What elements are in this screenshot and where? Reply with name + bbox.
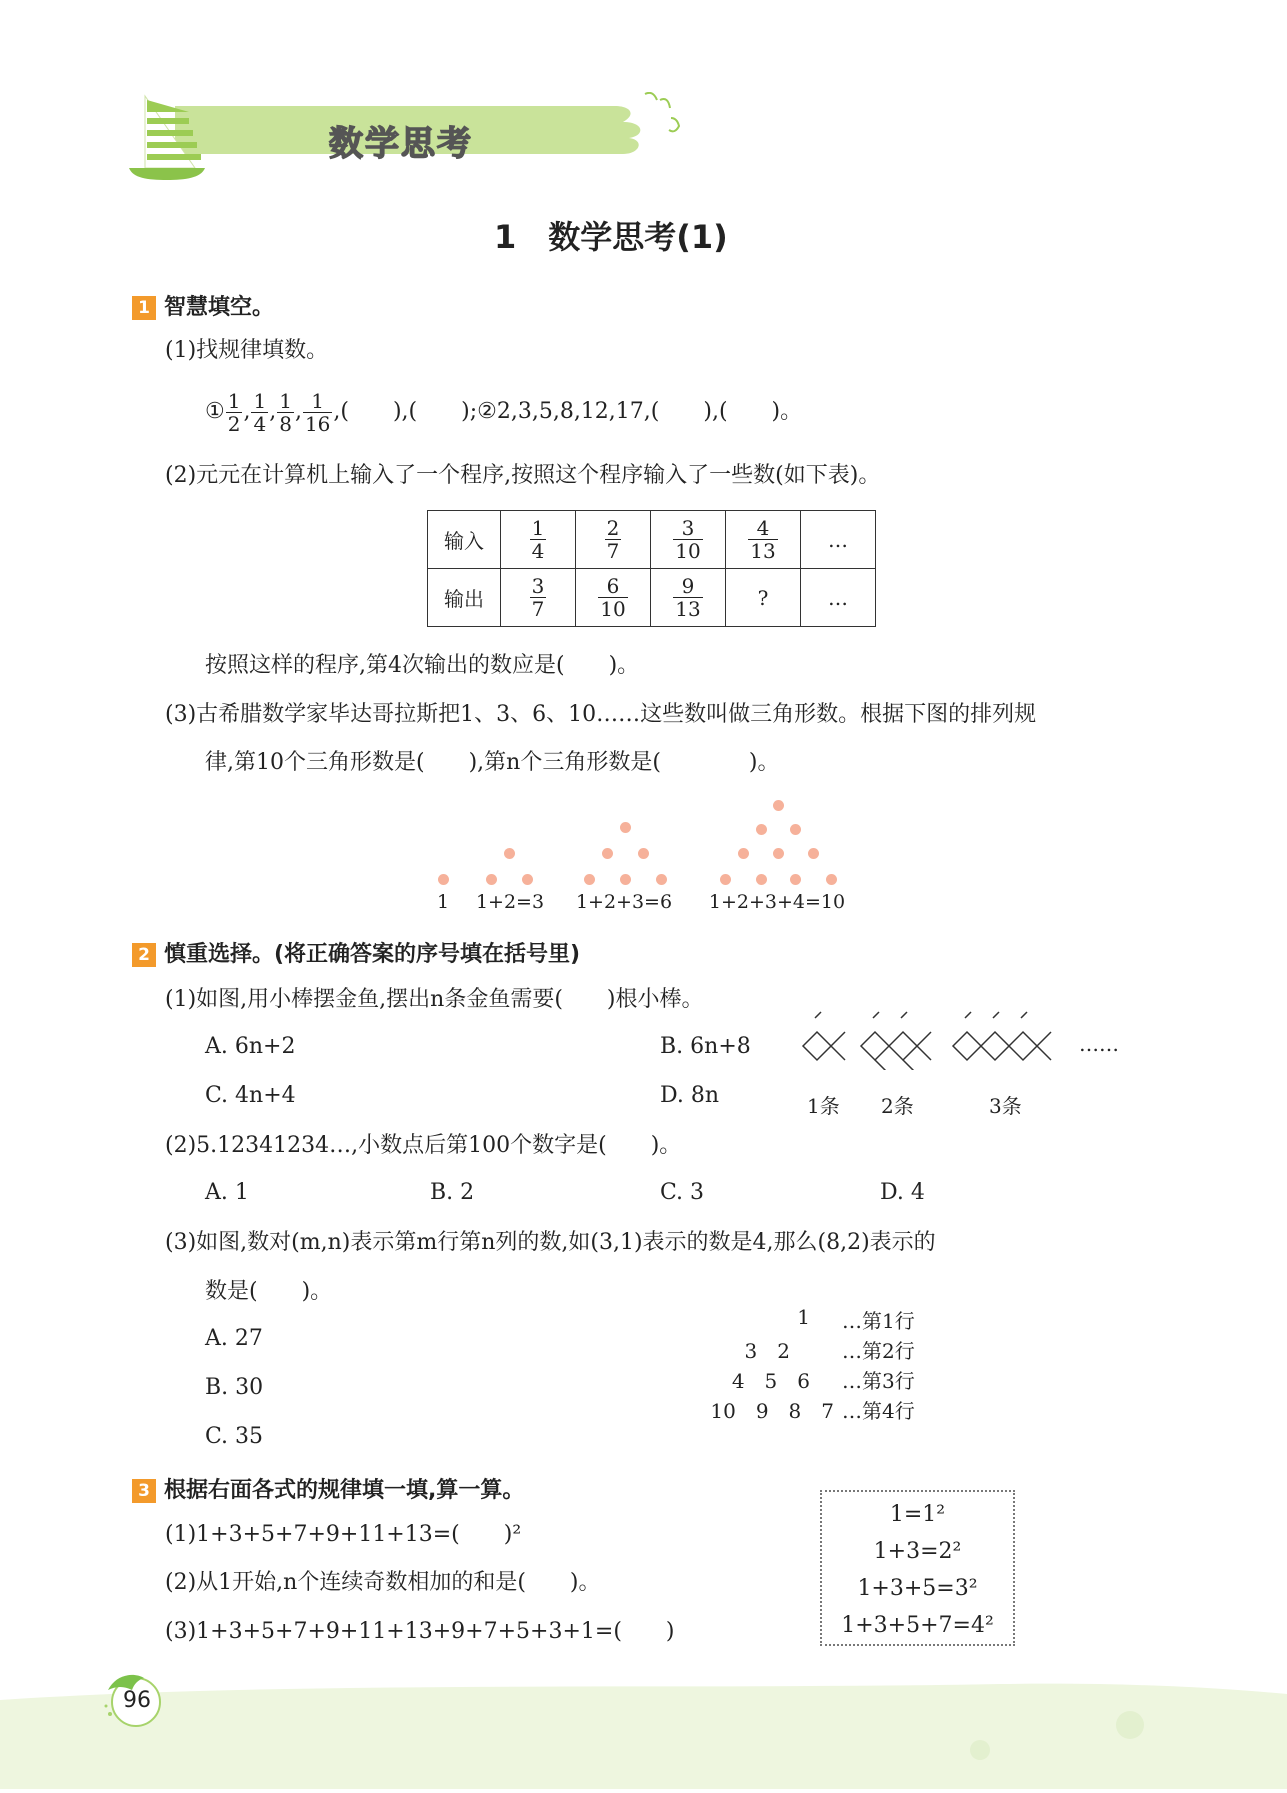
number-row: 1 [797, 1305, 810, 1329]
s2-q3-option-b[interactable]: B. 30 [205, 1375, 264, 1400]
section2-title: 慎重选择。(将正确答案的序号填在括号里) [164, 942, 581, 967]
triangle-dot [584, 874, 595, 885]
section1-badge: 1 [132, 296, 156, 320]
s1-q2-question: 按照这样的程序,第4次输出的数应是( )。 [205, 653, 640, 678]
pattern-line: 1=1² [889, 1502, 946, 1527]
s1-q3-line2: 律,第10个三角形数是( ),第n个三角形数是( )。 [205, 750, 780, 775]
s2-q2-option-d[interactable]: D. 4 [880, 1180, 925, 1205]
s1-q1-sequences: ① $\frac{1}{2}$ , $\frac{1}{4}$ , $\frac{1}{8}$ , $\frac{1}{16}$ ,( ),( ); ②2,3,5,8,12,17,( ),( )。 [205, 388, 803, 436]
triangle-dot [808, 848, 819, 859]
input-fraction: $\frac{3}{10}$ [675, 516, 701, 563]
s2-q3-option-c[interactable]: C. 35 [205, 1424, 264, 1449]
row-label: …第2行 [842, 1339, 915, 1363]
s2-q2-option-b[interactable]: B. 2 [430, 1180, 475, 1205]
pattern-line: 1+3=2² [873, 1539, 962, 1564]
fish-label-2: 2条 [881, 1094, 914, 1118]
s2-q1-option-c[interactable]: C. 4n+4 [205, 1083, 296, 1108]
output-unknown: ? [726, 569, 801, 627]
output-fraction: $\frac{3}{7}$ [531, 574, 545, 621]
triangle-dot [522, 874, 533, 885]
triangle-dot [790, 824, 801, 835]
s1-q1-label: (1)找规律填数。 [165, 338, 329, 363]
section1-heading [132, 290, 274, 321]
triangle-dot [773, 848, 784, 859]
number-triangle [670, 1305, 960, 1435]
banner-title: 数学思考 [329, 124, 473, 164]
page-number: 96 [123, 1688, 151, 1713]
fraction: $\frac{1}{2}$ [227, 388, 241, 436]
s2-q2-option-c[interactable]: C. 3 [660, 1180, 705, 1205]
s3-q3: (3)1+3+5+7+9+11+13+9+7+5+3+1=( ) [165, 1619, 675, 1644]
s2-q3-line1: (3)如图,数对(m,n)表示第m行第n列的数,如(3,1)表示的数是4,那么(8,2)表示的 [165, 1230, 936, 1255]
s3-q1: (1)1+3+5+7+9+11+13=( )² [165, 1522, 522, 1547]
number-row: 10 9 8 7 [710, 1399, 834, 1423]
s2-q1-option-a[interactable]: A. 6n+2 [205, 1034, 296, 1059]
s2-q2-option-a[interactable]: A. 1 [205, 1180, 249, 1205]
section2-badge: 2 [132, 943, 156, 967]
triangle-dot [720, 874, 731, 885]
s1-q2-label: (2)元元在计算机上输入了一个程序,按照这个程序输入了一些数(如下表)。 [165, 463, 881, 488]
seq1-prefix: ① [205, 399, 225, 424]
input-row-label: 输入 [428, 511, 501, 569]
triangle-dot [438, 874, 449, 885]
triangle-dot [620, 822, 631, 833]
section3-title: 根据右面各式的规律填一填,算一算。 [164, 1478, 525, 1503]
triangle-figure [420, 795, 870, 915]
triangle-dot [638, 848, 649, 859]
fish-figure [795, 1010, 1135, 1120]
section2-heading [132, 937, 580, 968]
pattern-line: 1+3+5=3² [857, 1576, 978, 1601]
triangle-dot [602, 848, 613, 859]
fraction: $\frac{1}{16}$ [304, 388, 331, 436]
section3-heading [132, 1473, 524, 1504]
triangle-dot [773, 800, 784, 811]
io-table [427, 510, 876, 627]
section3-badge: 3 [132, 1479, 156, 1503]
lesson-title: 1 数学思考(1) [494, 218, 728, 256]
triangle-dot [826, 874, 837, 885]
number-row: 4 5 6 [731, 1369, 810, 1393]
triangle-dot [756, 824, 767, 835]
input-fraction: $\frac{4}{13}$ [750, 516, 776, 563]
input-fraction: $\frac{1}{4}$ [531, 516, 545, 563]
triangle-dot [756, 874, 767, 885]
triangle-caption: 1 [436, 891, 450, 913]
pattern-line: 1+3+5+7=4² [841, 1613, 994, 1638]
input-fraction: $\frac{2}{7}$ [606, 516, 620, 563]
s1-q3-line1: (3)古希腊数学家毕达哥拉斯把1、3、6、10……这些数叫做三角形数。根据下图的排列规 [165, 702, 1037, 727]
fraction: $\frac{1}{4}$ [253, 388, 267, 436]
fish-label-1: 1条 [807, 1094, 840, 1118]
output-fraction: $\frac{9}{13}$ [675, 574, 701, 621]
input-ellipsis: … [801, 511, 876, 569]
header-banner [125, 92, 685, 182]
s2-q2-label: (2)5.12341234…,小数点后第100个数字是( )。 [165, 1133, 682, 1158]
output-fraction: $\frac{6}{10}$ [600, 574, 626, 621]
triangle-dot [738, 848, 749, 859]
footer-band [0, 1670, 1287, 1789]
triangle-dot [486, 874, 497, 885]
s2-q3-line2: 数是( )。 [205, 1279, 333, 1304]
s3-q2: (2)从1开始,n个连续奇数相加的和是( )。 [165, 1570, 601, 1595]
triangle-dot [504, 848, 515, 859]
triangle-dot [620, 874, 631, 885]
output-ellipsis: … [801, 569, 876, 627]
s2-q1-option-b[interactable]: B. 6n+8 [660, 1034, 751, 1059]
triangle-caption: 1+2=3 [475, 891, 545, 913]
pattern-box [820, 1490, 1015, 1646]
seq2: ②2,3,5,8,12,17,( ),( )。 [477, 399, 803, 424]
number-row: 3 2 [744, 1339, 790, 1363]
triangle-caption: 1+2+3+4=10 [708, 891, 846, 913]
row-label: …第4行 [842, 1399, 915, 1423]
triangle-dot [656, 874, 667, 885]
footer-wave-graphic [0, 1670, 1287, 1789]
section1-title: 智慧填空。 [164, 295, 275, 320]
triangle-caption: 1+2+3=6 [575, 891, 673, 913]
row-label: …第3行 [842, 1369, 915, 1393]
output-row-label: 输出 [428, 569, 501, 627]
s2-q3-option-a[interactable]: A. 27 [205, 1326, 263, 1351]
seq1-tail: ,( ),( ); [333, 399, 478, 424]
fish-dots: …… [1079, 1032, 1119, 1056]
page-number-badge [104, 1668, 164, 1728]
fraction: $\frac{1}{8}$ [279, 388, 292, 436]
s2-q1-label: (1)如图,用小棒摆金鱼,摆出n条金鱼需要( )根小棒。 [165, 987, 704, 1012]
row-label: …第1行 [842, 1309, 915, 1333]
fish-label-3: 3条 [989, 1094, 1022, 1118]
triangle-dot [790, 874, 801, 885]
s2-q1-option-d[interactable]: D. 8n [660, 1083, 720, 1108]
